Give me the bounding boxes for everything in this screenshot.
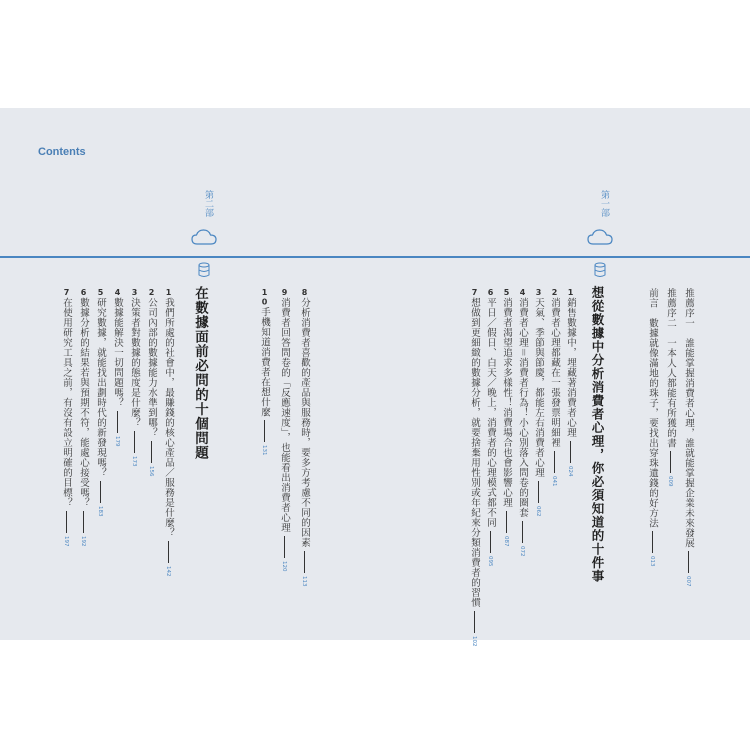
toc-entry[interactable]	[500, 288, 512, 646]
leader-line	[284, 536, 285, 558]
entry-text: 推薦序一 誰能掌握消費者心理，誰就能掌握企業未來發展	[683, 288, 694, 548]
entry-title: 消費者渴望追求多樣性！消費場合也會影響心理	[501, 297, 512, 508]
entry-text	[60, 288, 72, 508]
entry-number: 3	[130, 288, 139, 298]
leader-line	[554, 451, 555, 473]
entry-title: 公司內部的數據能力水準到哪？	[146, 297, 157, 438]
entry-title: 在使用研究工具之前，有沒有設立明確的目標？	[61, 297, 72, 508]
database-icon	[594, 262, 606, 278]
page-number: 041	[551, 475, 557, 486]
entry-title: 銷售數據中，埋藏著消費者心理	[565, 297, 576, 438]
part2-entries-a	[60, 288, 174, 576]
entry-text	[258, 288, 270, 417]
entry-number: 6	[486, 288, 495, 298]
entry-text	[516, 288, 528, 518]
entry-number: 4	[113, 288, 122, 298]
entry-number: 9	[280, 288, 289, 298]
page-number: 087	[503, 535, 509, 546]
entry-text	[94, 288, 106, 478]
entry-text	[162, 288, 174, 538]
entry-text	[278, 288, 290, 533]
part2-label: 第二部	[203, 190, 213, 217]
page-number: 009	[667, 476, 673, 487]
entry-text	[468, 288, 480, 608]
leader-line	[490, 531, 491, 553]
leader-line	[522, 521, 523, 543]
toc-entry[interactable]	[77, 288, 89, 576]
entry-title: 研究數據，就能找出劃時代的新發現嗎？	[95, 297, 106, 478]
entry-text: 前言 數據就像滿地的珠子，要找出穿珠遺錢的好方法	[647, 288, 658, 528]
database-icon	[198, 262, 210, 278]
page-number: 120	[281, 560, 287, 572]
page-number: 024	[567, 465, 573, 476]
entry-number: 7	[470, 288, 479, 298]
page-number: 062	[535, 505, 541, 516]
toc-entry[interactable]	[111, 288, 123, 576]
page-number: 095	[487, 555, 493, 566]
toc-entry[interactable]	[145, 288, 157, 576]
toc-entry[interactable]	[298, 288, 310, 586]
entry-number: 5	[502, 288, 511, 298]
toc-entry[interactable]	[664, 288, 676, 587]
leader-line	[134, 431, 135, 453]
entry-text	[128, 288, 140, 428]
entry-text	[500, 288, 512, 508]
leader-line	[506, 511, 507, 533]
cloud-icon	[587, 228, 613, 246]
entry-text: 推薦序二 一本人人都能有所獲的書	[665, 288, 676, 448]
entry-number: 4	[518, 288, 527, 298]
toc-entry[interactable]	[94, 288, 106, 576]
leader-line	[570, 441, 571, 463]
entry-number: 10	[260, 288, 269, 307]
part2-entries-b	[258, 288, 310, 586]
page-number: 192	[80, 535, 86, 546]
toc-entry[interactable]	[258, 288, 270, 586]
entry-number: 6	[79, 288, 88, 298]
leader-line	[304, 551, 305, 573]
entry-title: 數據能解決一切問題嗎？	[112, 297, 123, 408]
entry-text	[77, 288, 89, 508]
leader-line	[688, 551, 689, 573]
entry-number: 2	[147, 288, 156, 298]
page-number: 102	[471, 635, 477, 646]
page-number: 113	[301, 575, 307, 586]
page-number: 131	[261, 445, 267, 456]
contents-label: Contents	[38, 146, 86, 158]
toc-entry[interactable]	[128, 288, 140, 576]
page-number: 007	[685, 576, 691, 587]
entry-title: 平日／假日、白天／晚上，消費者的心理模式都不同	[485, 297, 496, 528]
entry-text	[564, 288, 576, 438]
entry-title: 想做到更細緻的數據分析，就要捨棄用性別或年紀來分類消費者的習慣	[469, 297, 480, 608]
entry-title: 消費者心理＝消費者行為！小心別落入問卷的圈套	[517, 297, 528, 518]
page-number: 183	[97, 505, 103, 516]
front-matter	[646, 288, 694, 587]
toc-entry[interactable]	[60, 288, 72, 576]
part2-title: 在數據面前必問的十個問題	[192, 286, 208, 460]
toc-entry[interactable]	[548, 288, 560, 646]
part1-title: 想從數據中分析消費者心理，你必須知道的十件事	[590, 286, 605, 583]
leader-line	[264, 420, 265, 442]
leader-line	[652, 531, 653, 553]
toc-entry[interactable]	[468, 288, 480, 646]
cloud-icon	[191, 228, 217, 246]
entry-number: 3	[534, 288, 543, 298]
toc-entry[interactable]	[682, 288, 694, 587]
part1-entries	[468, 288, 576, 646]
timeline-line	[0, 256, 750, 258]
leader-line	[168, 541, 169, 563]
entry-title: 天氣、季節與節慶，都能左右消費者心理	[533, 297, 544, 478]
page-number: 013	[649, 556, 655, 567]
toc-entry[interactable]	[646, 288, 658, 587]
entry-title: 消費者心理都藏在一張發票明細裡	[549, 297, 560, 448]
entry-number: 1	[566, 288, 575, 298]
entry-title: 分析消費者喜歡的產品與服務時，要多方考慮不同的因素	[299, 297, 310, 548]
entry-title: 決策者對數據的態度是什麼？	[129, 297, 140, 428]
page-number: 197	[63, 535, 69, 546]
page-number: 179	[114, 435, 120, 446]
leader-line	[151, 441, 152, 463]
toc-entry[interactable]	[532, 288, 544, 646]
entry-text	[548, 288, 560, 448]
entry-text	[484, 288, 496, 528]
page-number: 142	[165, 565, 171, 576]
part1-label: 第一部	[599, 190, 609, 217]
toc-entry[interactable]	[162, 288, 174, 576]
page-number: 072	[519, 545, 525, 556]
entry-number: 7	[62, 288, 71, 298]
entry-text	[298, 288, 310, 548]
entry-title: 手機知道消費者在想什麼	[259, 307, 270, 417]
toc-entry[interactable]	[278, 288, 290, 586]
page-number: 173	[131, 455, 137, 466]
entry-text	[111, 288, 123, 408]
entry-text	[532, 288, 544, 478]
entry-title: 消費者回答問卷的「反應速度」，也能看出消費者心理	[279, 297, 290, 533]
leader-line	[538, 481, 539, 503]
entry-title: 我們所處的社會中，最賺錢的核心產品／服務是什麼？	[163, 297, 174, 538]
toc-entry[interactable]	[564, 288, 576, 646]
entry-number: 5	[96, 288, 105, 298]
leader-line	[474, 611, 475, 633]
leader-line	[117, 411, 118, 433]
leader-line	[100, 481, 101, 503]
leader-line	[83, 511, 84, 533]
toc-entry[interactable]	[516, 288, 528, 646]
leader-line	[670, 451, 671, 473]
page-number: 156	[148, 465, 154, 476]
entry-number: 8	[300, 288, 309, 298]
entry-text	[145, 288, 157, 438]
entry-title: 數據分析的結果若與預期不符，能處心接受嗎？	[78, 297, 89, 508]
entry-number: 1	[164, 288, 173, 298]
entry-number: 2	[550, 288, 559, 298]
leader-line	[66, 511, 67, 533]
toc-entry[interactable]	[484, 288, 496, 646]
